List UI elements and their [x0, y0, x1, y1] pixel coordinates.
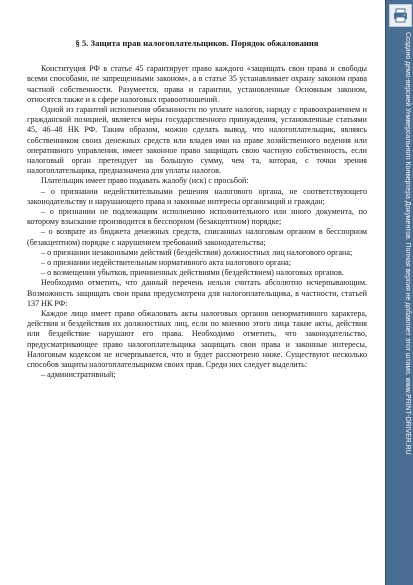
- list-item: – о признании не подлежащим исполнению исполнительного или иного документа, по которому взыскание производится в бесспорном (безакцептном) порядке;: [27, 207, 367, 227]
- list-item: – административный;: [41, 370, 116, 380]
- converter-logo-icon: [389, 4, 412, 27]
- paragraph: Одной из гарантий исполнения обязанности по уплате налогов, наряду с правоохранением и гражданской позицией, является меры государственного принуждения, установленные статьями 45, 46–48 НК РФ. Таким образом, можно сделать вывод, что налогоплательщик, являясь собственником своих денежных средств или владея ими на праве хозяйственного ведения или оперативного управления, имеет законное право защищать свою частную собственность, если налоговый орган претендует на большую сумму, чем та, которая, с точки зрения налогоплательщика, предназначена для уплаты налогов.: [27, 105, 367, 176]
- list-item: – о возмещении убытков, причиненных действиями (бездействием) налоговых органов.: [41, 268, 344, 278]
- section-title: § 5. Защита прав налогоплательщиков. Порядок обжалования: [75, 38, 319, 48]
- document-body: [27, 38, 367, 381]
- paragraph: Плательщик имеет право подавать жалобу (иск) с просьбой:: [41, 176, 249, 186]
- paragraph: Каждое лицо имеет право обжаловать акты налоговых органов ненормативного характера, действия и бездействия их должностных лиц, если по мнению этого лица такие акты, действия или бездействие нарушают его права. Необходимо отметить, что законодательство, предусматривающее право налогоплательщика защищать свои права и законные интересы, Налоговым кодексом не исчерпывается, что и будет рассмотрено ниже. Существуют несколько способов защиты налогоплательщиком своих прав. Среди них следует выделить:: [27, 309, 367, 370]
- watermark-text: Создано демо-версией Универсального Конвертера Документов. Полная версия не добавляет этот штамп. www.PRINT-DRIVER.RU: [404, 32, 411, 455]
- list-item: – о признании недействительным нормативного акта налогового органа;: [41, 258, 292, 268]
- list-item: – о возврате из бюджета денежных средств, списанных налоговым органом в бесспорном (безакцептном) порядке с нарушением требований законодательства;: [27, 227, 367, 247]
- printer-icon: [393, 8, 408, 23]
- list-item: – о признании незаконными действий (бездействия) должностных лиц налогового органа;: [41, 247, 353, 257]
- watermark-sidebar: [385, 0, 413, 585]
- paragraph: Конституция РФ в статье 45 гарантирует право каждого «защищать свои права и свободы всеми способами, не запрещенными законом», а в статье 35 устанавливает охрану законом права частной собственности. Разумеется, права и гарантии, установленные Основным законом, относятся также и к сфере налоговых правоотношений.: [27, 64, 367, 104]
- paragraph: Необходимо отметить, что данный перечень нельзя считать абсолютно исчерпывающим. Возможность защищать свои права предусмотрена для налогоплательщика, в частности, статьей 137 НК РФ:: [27, 278, 367, 308]
- list-item: – о признании недействительными решения налогового органа, не соответствующего законодательству и нарушающего права и законные интересы организаций и граждан;: [27, 186, 367, 206]
